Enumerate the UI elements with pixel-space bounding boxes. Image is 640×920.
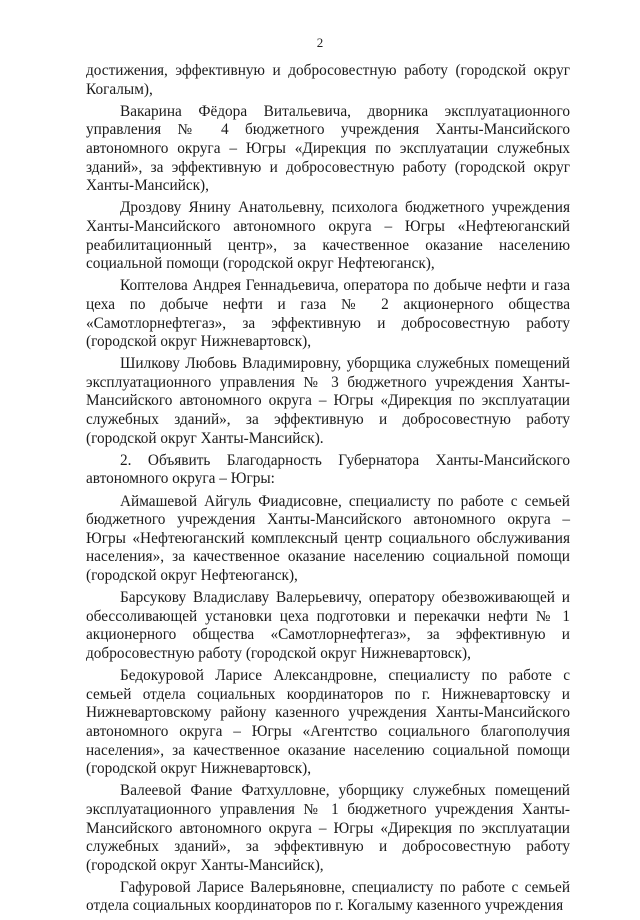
paragraph-section-2: 2. Объявить Благодарность Губернатора Ханты-Мансийского автономного округа – Югры: <box>86 451 570 488</box>
paragraph-koptelov: Коптелова Андрея Геннадьевича, оператора по добыче нефти и газа цеха по добыче нефти и газа № 2 акционерного общества «Самотлорнефтегаз», за эффективную и добросовестную работу (городской округ Нижневартовск), <box>86 277 570 351</box>
page-number: 2 <box>316 35 324 50</box>
paragraph-barsukov: Барсукову Владиславу Валерьевичу, оператору обезвоживающей и обессоливающей установки цеха подготовки и перекачки нефти № 1 акционерного общества «Самотлорнефтегаз», за эффективную и добросовестную работу (городской округ Нижневартовск), <box>86 589 570 662</box>
document-body <box>86 62 570 920</box>
paragraph-vakarin: Вакарина Фёдора Витальевича, дворника эксплуатационного управления № 4 бюджетного учреждения Ханты-Мансийского автономного округа – Югры «Дирекция по эксплуатации служебных зданий», за эффективную и добросовестную работу (городской округ Ханты-Мансийск), <box>86 102 570 195</box>
paragraph-continuation: достижения, эффективную и добросовестную работу (городской округ Когалым), <box>86 62 570 98</box>
paragraph-valeeva: Валеевой Фание Фатхулловне, уборщику служебных помещений эксплуатационного управления № 1 бюджетного учреждения Ханты-Мансийского автономного округа – Югры «Дирекция по эксплуатации служебных зданий», за эффективную и добросовестную работу (городской округ Ханты-Мансийск), <box>86 782 570 874</box>
paragraph-shilkova: Шилкову Любовь Владимировну, уборщика служебных помещений эксплуатационного управления № 3 бюджетного учреждения Ханты-Мансийского автономного округа – Югры «Дирекция по эксплуатации служебных зданий», за эффективную и добросовестную работу (городской округ Ханты-Мансийск). <box>86 355 570 447</box>
paragraph-bedokurova: Бедокуровой Ларисе Александровне, специалисту по работе с семьей отдела социальных координаторов по г. Нижневартовску и Нижневартовскому району казенного учреждения Ханты-Мансийского автономного округа – Югры «Агентство социального благополучия населения», за качественное оказание населению социальной помощи (городской округ Нижневартовск), <box>86 667 570 778</box>
paragraph-aymasheva: Аймашевой Айгуль Фиадисовне, специалисту по работе с семьей бюджетного учреждения Ханты-Мансийского автономного округа – Югры «Нефтеюганский комплексный центр социального обслуживания населения», за качественное оказание населению социальной помощи (городской округ Нефтеюганск), <box>86 492 570 584</box>
paragraph-gafurova: Гафуровой Ларисе Валерьяновне, специалисту по работе с семьей отдела социальных координаторов по г. Когалыму казенного учреждения <box>86 878 570 915</box>
paragraph-drozdova: Дроздову Янину Анатольевну, психолога бюджетного учреждения Ханты-Мансийского автономного округа – Югры «Нефтеюганский реабилитационный центр», за качественное оказание населению социальной помощи (городской округ Нефтеюганск), <box>86 199 570 273</box>
